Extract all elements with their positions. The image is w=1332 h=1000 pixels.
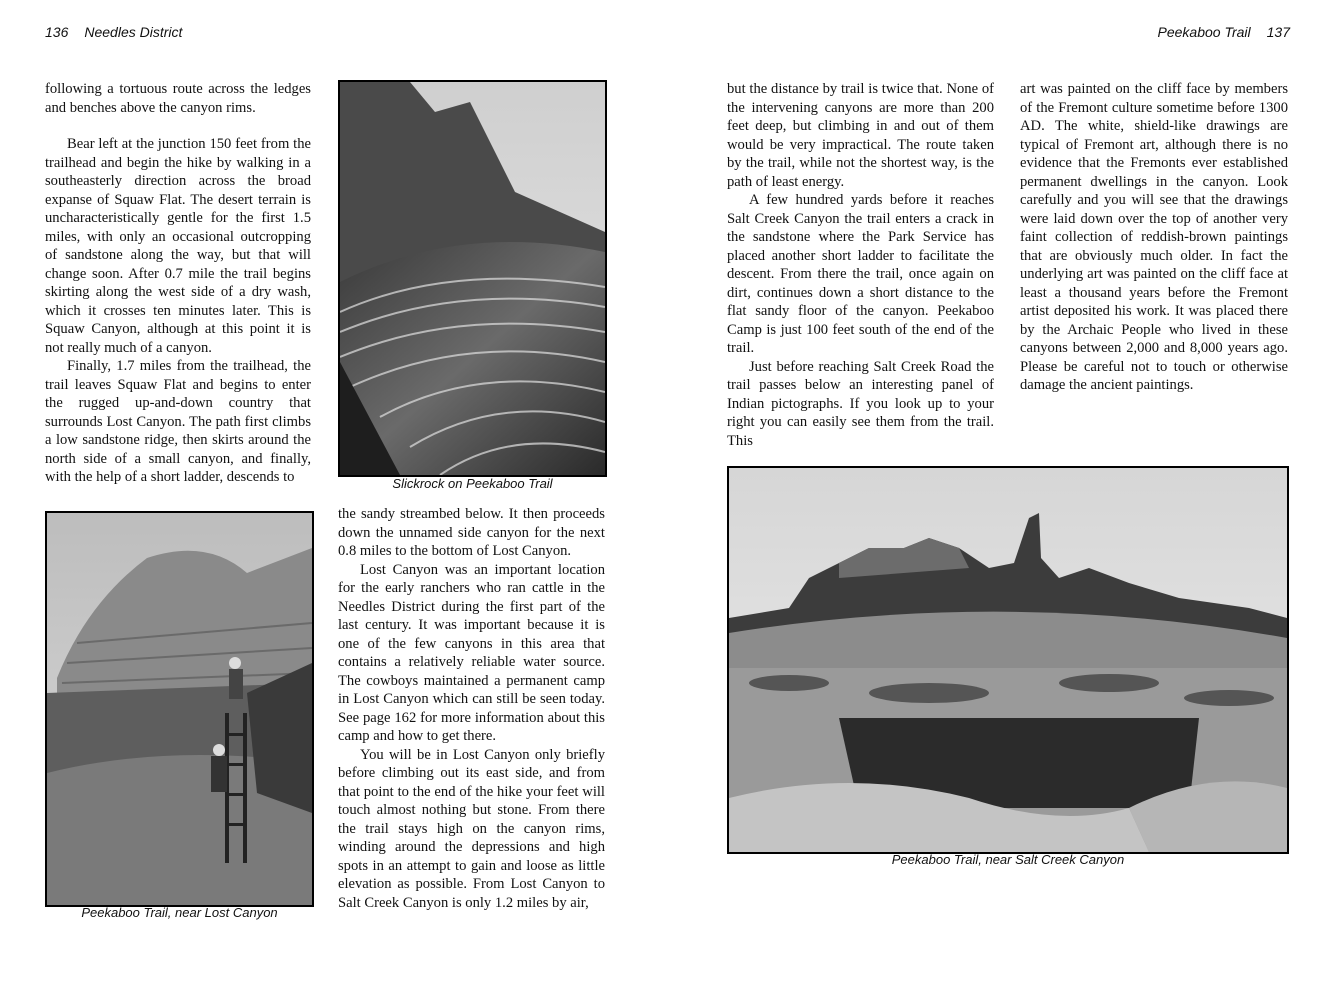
right-section-title: Peekaboo Trail: [1157, 24, 1251, 40]
paragraph: art was painted on the cliff face by members of the Fremont culture sometime before 1300 AD. The white, shield-like drawings are typical of Fremont art, although there is no evidence that the Fremonts ever established permanent dwellings in the canyon. Look carefully and you will see that the drawings were laid down over the top of another very faint collection of reddish-brown paintings that are obviously much older. In fact the underlying art was painted on the cliff face at least a thousand years before the Fremont artist deposited his work. It was placed there by the Archaic People who lived in these canyons between 2,000 and 8,000 years ago. Please be careful not to touch or otherwise damage the ancient paintings.: [1020, 81, 1288, 393]
left-section-title: Needles District: [84, 24, 183, 40]
paragraph: the sandy streambed below. It then proceeds down the unnamed side canyon for the next 0.8 miles to the bottom of Lost Canyon.: [338, 506, 605, 559]
salt-creek-caption: Peekaboo Trail, near Salt Creek Canyon: [891, 852, 1125, 867]
right-column-a: [727, 80, 994, 450]
right-column-b: [1020, 80, 1288, 395]
paragraph: Lost Canyon was an important location for the early ranchers who ran cattle in the Needles District during the first part of the last century. It was important because it is one of the few canyons in this area that contains a relatively reliable water source. The cowboys maintained a permanent camp in Lost Canyon which can still be seen today. See page 162 for more information about this camp and how to get there.: [338, 561, 605, 744]
lost-canyon-photo: [45, 511, 314, 907]
paragraph: Finally, 1.7 miles from the trailhead, the trail leaves Squaw Flat and begins to enter the rugged up-and-down country that surrounds Lost Canyon. The path first climbs a low sandstone ridge, then skirts around the north side of a small canyon, and finally, with the help of a short ladder, descends to: [45, 358, 311, 485]
slickrock-caption: Slickrock on Peekaboo Trail: [392, 476, 553, 491]
paragraph: but the distance by trail is twice that. None of the intervening canyons are more than 200 feet deep, but climbing in and out of them would be very impractical. The route taken by the trail, while not the shortest way, is the path of least energy.: [727, 81, 994, 190]
slickrock-photo: [338, 80, 607, 477]
paragraph: Just before reaching Salt Creek Road the trail passes below an interesting panel of Indian pictographs. If you look up to your right you can easily see them from the trail. This: [727, 358, 994, 449]
paragraph: following a tortuous route across the ledges and benches above the canyon rims.: [45, 81, 311, 116]
lost-canyon-caption: Peekaboo Trail, near Lost Canyon: [81, 905, 278, 920]
paragraph: A few hundred yards before it reaches Salt Creek Canyon the trail enters a crack in the sandstone where the Park Service has placed another short ladder to facilitate the descent. From there the trail, once again on dirt, continues down a short distance to the flat sandy floor of the canyon. Peekaboo Camp is just 100 feet south of the end of the trail.: [727, 192, 994, 356]
left-page-number: 136: [45, 24, 69, 40]
paragraph: You will be in Lost Canyon only briefly before climbing out its east side, and from that point to the end of the hike your feet will touch almost nothing but stone. From there the trail stays high on the canyon rims, winding around the depressions and high spots in an attempt to gain and loose as little elevation as possible. From Lost Canyon to Salt Creek Canyon is only 1.2 miles by air,: [338, 746, 605, 911]
paragraph: Bear left at the junction 150 feet from the trailhead and begin the hike by walking in a southeasterly direction across the broad expanse of Squaw Flat. The desert terrain is uncharacteristically gentle for the first 1.5 miles, with only an occasional outcropping of sandstone along the way, but that will change soon. After 0.7 mile the trail begins skirting along the west side of a dry wash, which it crosses ten minutes later. This is Squaw Canyon, although at this point it is not really much of a canyon.: [45, 136, 311, 356]
middle-column-bottom: [338, 505, 605, 912]
left-column-top: [45, 80, 311, 487]
left-page-header: [45, 24, 182, 40]
salt-creek-photo: [727, 466, 1289, 854]
right-page-number: 137: [1266, 24, 1290, 40]
right-page-header: [1158, 24, 1291, 40]
